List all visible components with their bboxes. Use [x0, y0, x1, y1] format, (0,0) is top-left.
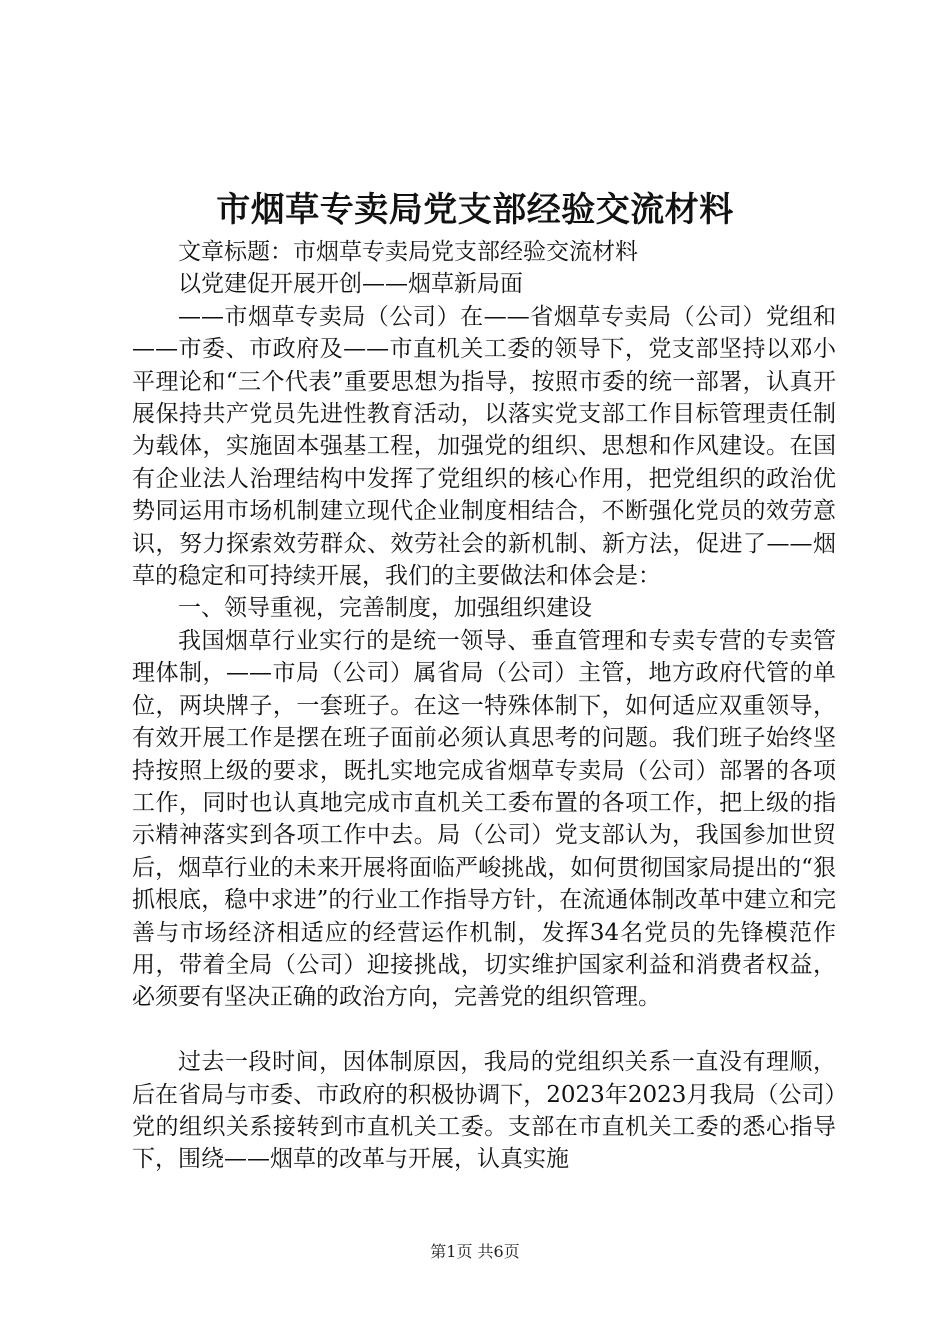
intro-paragraph: ——市烟草专卖局（公司）在——省烟草专卖局（公司）党组和——市委、市政府及——市直机关工委的领导下，党支部坚持以邓小平理论和“三个代表”重要思想为指导，按照市委的统一部署，认真开展保持共产党员先进性教育活动，以落实党支部工作目标管理责任制为载体，实施固本强基工程，加强党的组织、思想和作风建设。在国有企业法人治理结构中发挥了党组织的核心作用，把党组织的政治优势同运用市场机制建立现代企业制度相结合，不断强化党员的效劳意识，努力探索效劳群众、效劳社会的新机制、新方法，促进了——烟草的稳定和可持续开展，我们的主要做法和体会是：	[132, 303, 836, 590]
article-title-line: 文章标题：市烟草专卖局党支部经验交流材料	[178, 239, 638, 265]
document-body	[132, 236, 836, 1176]
page-number-footer: 第1页 共6页	[430, 1242, 520, 1261]
subtitle-line: 以党建促开展开创——烟草新局面	[178, 271, 523, 298]
section-heading: 一、领导重视，完善制度，加强组织建设	[178, 595, 592, 622]
body-paragraph: 我国烟草行业实行的是统一领导、垂直管理和专卖专营的专卖管理体制，——市局（公司）属省局（公司）主管，地方政府代管的单位，两块牌子，一套班子。在这一特殊体制下，如何适应双重领导，有效开展工作是摆在班子面前必须认真思考的问题。我们班子始终坚持按照上级的要求，既扎实地完成省烟草专卖局（公司）部署的各项工作，同时也认真地完成市直机关工委布置的各项工作，把上级的指示精神落实到各项工作中去。局（公司）党支部认为，我国参加世贸后，烟草行业的未来开展将面临严峻挑战，如何贯彻国家局提出的“狠抓根底，稳中求进”的行业工作指导方针，在流通体制改革中建立和完善与市场经济相适应的经营运作机制，发挥34名党员的先锋模范作用，带着全局（公司）迎接挑战，切实维护国家利益和消费者权益，必须要有坚决正确的政治方向，完善党的组织管理。	[132, 627, 836, 1011]
document-title: 市烟草专卖局党支部经验交流材料	[216, 190, 734, 230]
body-paragraph: 过去一段时间，因体制原因，我局的党组织关系一直没有理顺，后在省局与市委、市政府的积极协调下，2023年2023月我局（公司）党的组织关系接转到市直机关工委。支部在市直机关工委的悉心指导下，围绕——烟草的改革与开展，认真实施	[132, 1049, 836, 1173]
